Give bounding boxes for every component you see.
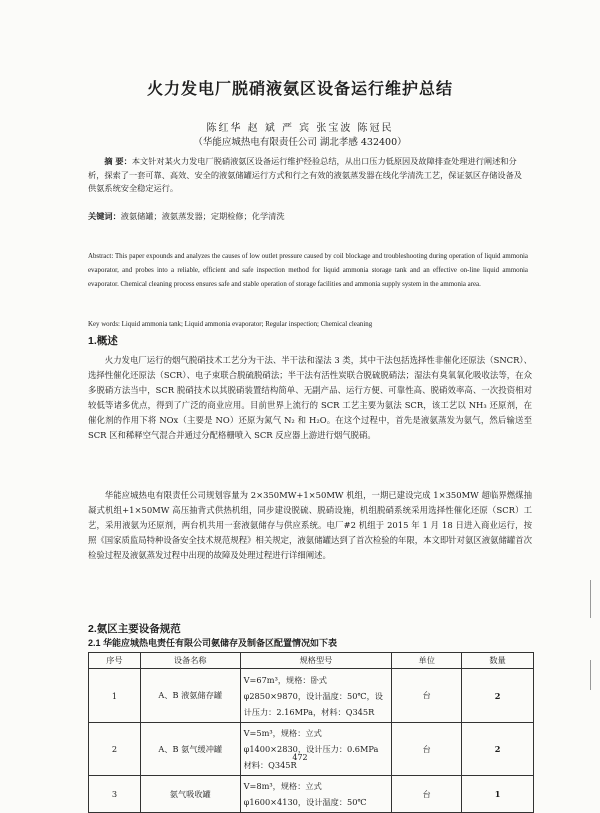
abstract-cn-text: 本文针对某火力发电厂脱硝液氨区设备运行维护经验总结，从出口压力低原因及故障排查处理进行阐述和分析，探索了一套可靠、高效、安全的液氨储罐运行方式和行之有效的液氨蒸发器在线化学清洗工艺，保证氨区存储设备及供氨系统安全稳定运行。 — [88, 156, 522, 194]
cell-spec — [240, 723, 392, 776]
cell-unit: 台 — [392, 776, 462, 813]
table-row — [89, 669, 534, 723]
keywords-cn-text: 液氨储罐；液氨蒸发器；定期检修；化学清洗 — [120, 211, 285, 221]
table-row — [89, 776, 534, 813]
paper-title: 火力发电厂脱硝液氨区设备运行维护总结 — [146, 79, 453, 98]
section-1-title: 1.概述 — [88, 335, 118, 347]
spec-line: V=67m³，规格：卧式 — [243, 674, 327, 685]
keywords-en: Key words: Liquid ammonia tank; Liquid ammonia evaporator; Regular inspection; Chemical cleaning — [88, 321, 373, 328]
spec-line: φ1400×2830，设计压力：0.6MPa — [243, 744, 379, 754]
col-header: 数量 — [462, 653, 534, 669]
cell-name: 氨气吸收罐 — [140, 776, 240, 813]
page-number: 472 — [292, 753, 308, 762]
keywords-cn — [88, 210, 528, 223]
cell-no: 2 — [89, 723, 141, 776]
abstract-cn-label: 摘 要： — [104, 156, 132, 166]
spec-line: 计压力：2.16MPa，材料：Q345R — [243, 706, 375, 717]
cell-no: 3 — [89, 776, 141, 813]
table-header-row — [89, 653, 534, 669]
cell-qty: 2 — [462, 669, 534, 723]
col-header: 设备名称 — [140, 653, 240, 669]
spec-line: φ1600×4130，设计温度：50℃ — [243, 797, 367, 807]
equipment-table — [88, 652, 534, 813]
col-header: 规格型号 — [240, 653, 392, 669]
table-row — [89, 723, 534, 776]
cell-no: 1 — [89, 669, 141, 723]
scan-margin-mark — [590, 580, 591, 618]
cell-qty: 1 — [462, 776, 534, 813]
abstract-cn — [88, 155, 528, 196]
cell-name: A、B 液氨储存罐 — [140, 669, 240, 723]
affiliation: （华能应城热电有限责任公司 湖北孝感 432400） — [193, 137, 407, 148]
spec-line: 材料：Q345R — [243, 760, 297, 770]
spec-line: φ2850×9870，设计温度：50℃，设 — [243, 690, 383, 701]
abstract-en: Abstract: This paper expounds and analyzes the causes of low outlet pressure caused by coil blockage and troubleshooting during operation of liquid ammonia evaporator, and probes into a reliable, efficient and safe inspection method for liquid ammonia storage tank and an effective on-line liquid ammonia evaporator. Chemical cleaning process ensures safe and stable operation of storage facilities and ammonia supply system in the ammonia area. — [88, 253, 528, 288]
col-header: 序号 — [89, 653, 141, 669]
cell-name: A、B 氨气缓冲罐 — [140, 723, 240, 776]
section-2-title: 2.氨区主要设备规范 — [88, 623, 181, 635]
paragraph-1: 火力发电厂运行的烟气脱硝技术工艺分为干法、半干法和湿法 3 类，其中干法包括选择性非催化还原法（SNCR）、选择性催化还原法（SCR）、电子束联合脱硫脱硝法；半干法有活性炭联合脱硫脱硝法；湿法有臭氧氧化吸收法等，在众多脱硝方法当中，SCR 脱硝技术以其脱硝装置结构简单、无副产品、运行方便、可靠性高、脱硝效率高、一次投资相对较低等诸多优点，得到了广泛的商业应用。目前世界上流行的 SCR 工艺主要为氨法 SCR，该工艺以 NH₃ 还原剂，在催化剂的作用下将 NOx（主要是 NO）还原为氮气 N₂ 和 H₂O。在这个过程中，首先是液氨蒸发为氨气，然后输送至 SCR 区和稀释空气混合并通过分配格栅喷入 SCR 反应器上游进行烟气脱硝。 — [88, 355, 532, 441]
spec-line: V=5m³，规格：立式 — [243, 728, 322, 738]
cell-unit: 台 — [392, 669, 462, 723]
authors: 陈红华 赵 斌 严 宾 张宝波 陈冠民 — [206, 123, 394, 134]
cell-spec — [240, 669, 392, 723]
subsection-title: 2.1 华能应城热电责任有限公司氨储存及制备区配置情况如下表 — [88, 638, 338, 648]
keywords-cn-label: 关键词： — [88, 211, 121, 221]
paragraph-2: 华能应城热电有限责任公司规划容量为 2×350MW+1×50MW 机组，一期已建设完成 1×350MW 超临界燃煤抽凝式机组+1×50MW 高压抽背式供热机组，同步建设脱硫、脱硝设施，机组脱硝系统采用选择性催化还原（SCR）工艺，采用液氨为还原剂，两台机共用一套液氨储存与供应系统。电厂#2 机组于 2015 年 1 月 18 日进入商业运行，按照《国家质监局特种设备安全技术规范规程》相关规定，液氨储罐达到了首次检验的年限，本文即针对氨区液氨储罐首次检验过程及液氨蒸发过程中出现的故障及处理过程进行详细阐述。 — [88, 490, 532, 561]
cell-unit: 台 — [392, 723, 462, 776]
cell-spec — [240, 776, 392, 813]
spec-line: V=8m³，规格：立式 — [243, 781, 322, 791]
scan-margin-mark — [590, 660, 591, 690]
col-header: 单位 — [392, 653, 462, 669]
cell-qty: 2 — [462, 723, 534, 776]
